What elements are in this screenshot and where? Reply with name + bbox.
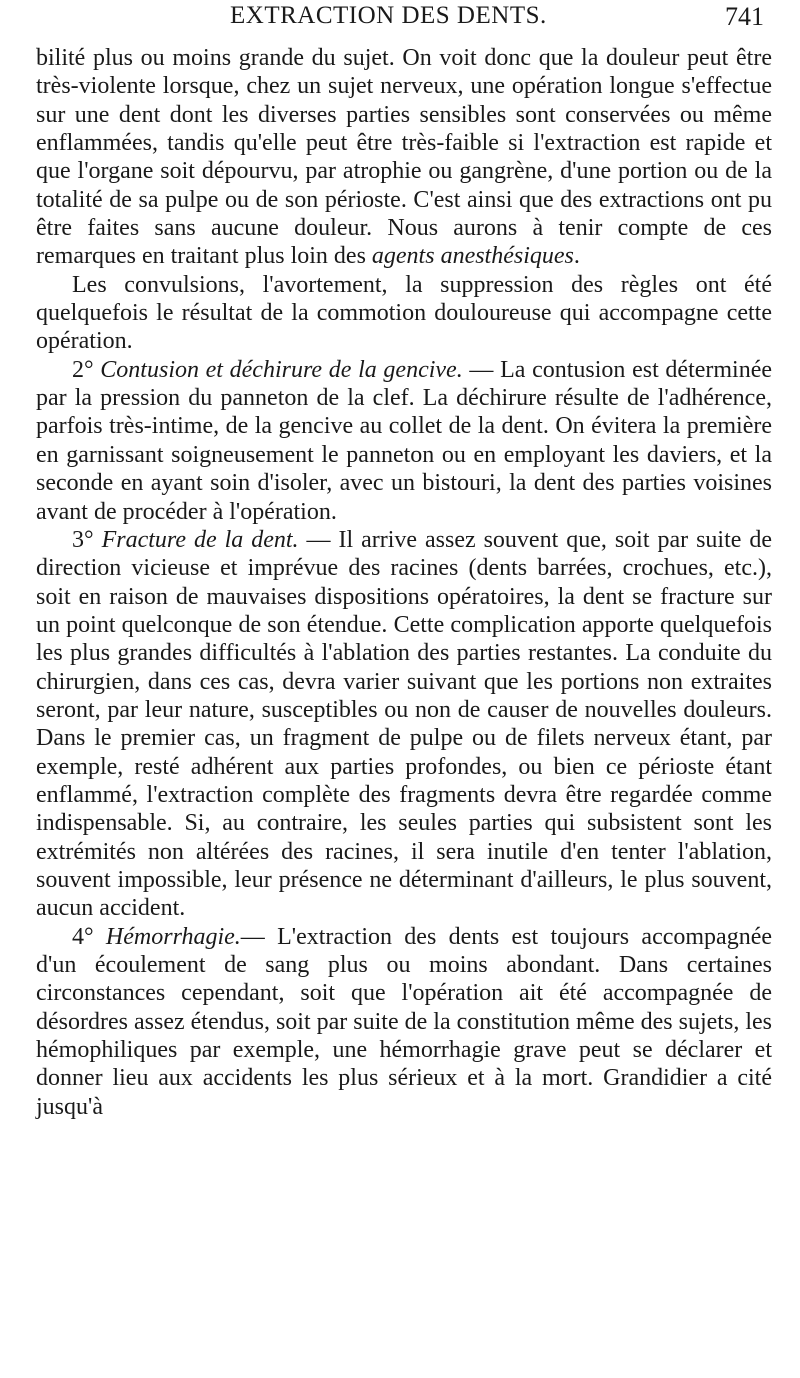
section-heading: Fracture de la dent. [101, 526, 299, 553]
section-number: 2° [72, 356, 94, 383]
italic-term: agents anesthésiques [371, 243, 574, 270]
paragraph-tail: . [573, 243, 580, 270]
paragraph-text: bilité plus ou moins grande du sujet. On voit donc que la douleur peut être très-violente lorsque, chez un sujet nerveux, une opération longue s'effectue sur une dent dont les diverses parties sensibles sont conservées ou même enflammées, tandis qu'elle peut être très-faible si l'extraction est rapide et que l'organe soit dépourvu, par atrophie ou gangrène, d'une portion ou de la totalité de sa pulpe ou de son périoste. C'est ainsi que des extractions ont pu être faites sans aucune douleur. Nous aurons à tenir compte de ces remarques en traitant plus loin des [36, 45, 772, 270]
paragraph-fracture [36, 526, 772, 923]
paragraph-text: — L'extraction des dents est toujours accompagnée d'un écoulement de sang plus ou moins abondant. Dans certaines circonstances cependant, soit que l'opération ait été accompagnée de désordres assez étendus, soit par suite de la constitution même des sujets, les hémophiliques par exemple, une hémorrhagie grave peut se déclarer et donner lieu aux accidents les plus sérieux et à la mort. Grandidier a cité jusqu'à [36, 923, 773, 1120]
page-number: 741 [725, 2, 764, 31]
section-heading: Hémorrhagie. [105, 923, 241, 950]
section-heading: Contusion et déchirure de la gencive. [100, 356, 463, 383]
page-header [0, 2, 800, 46]
paragraph-pain [36, 44, 772, 271]
paragraph-hemorrhage [36, 923, 772, 1121]
paragraph-text: — Il arrive assez souvent que, soit par suite de direction vicieuse et imprévue des racines (dents barrées, crochues, etc.), soit en raison de mauvaises dispositions opératoires, la dent se fracture sur un point quelconque de son étendue. Cette complication apporte quelquefois les plus grandes difficultés à l'ablation des parties restantes. La conduite du chirurgien, dans ces cas, devra varier suivant que les portions non extraites seront, par leur nature, susceptibles ou non de causer de nouvelles douleurs. Dans le premier cas, un fragment de pulpe ou de filets nerveux étant, par exemple, resté adhérent aux parties profondes, ou bien ce périoste étant enflammé, l'extraction complète des fragments devra être regardée comme indispensable. Si, au contraire, les seules parties qui subsistent sont les extrémités non altérées des racines, il sera inutile d'en tenter l'ablation, souvent impossible, leur présence ne déterminant d'ailleurs, le plus souvent, aucun accident. [36, 526, 773, 922]
paragraph-text: Les convulsions, l'avortement, la suppression des règles ont été quelquefois le résultat de la commotion douloureuse qui accompagne cette opération. [36, 271, 772, 355]
paragraph-contusion [36, 356, 772, 526]
section-number: 3° [72, 526, 94, 553]
section-number: 4° [72, 923, 94, 950]
body-text [36, 44, 772, 1121]
running-title: EXTRACTION DES DENTS. [230, 2, 547, 29]
paragraph-text: — La contusion est déterminée par la pression du panneton de la clef. La déchirure résulte de l'adhérence, parfois très-intime, de la gencive au collet de la dent. On évitera la première en garnissant soigneusement le panneton ou en employant les daviers, et la seconde en ayant soin d'isoler, avec un bistouri, la dent des parties voisines avant de procéder à l'opération. [36, 356, 773, 525]
paragraph-convulsions [36, 271, 772, 356]
